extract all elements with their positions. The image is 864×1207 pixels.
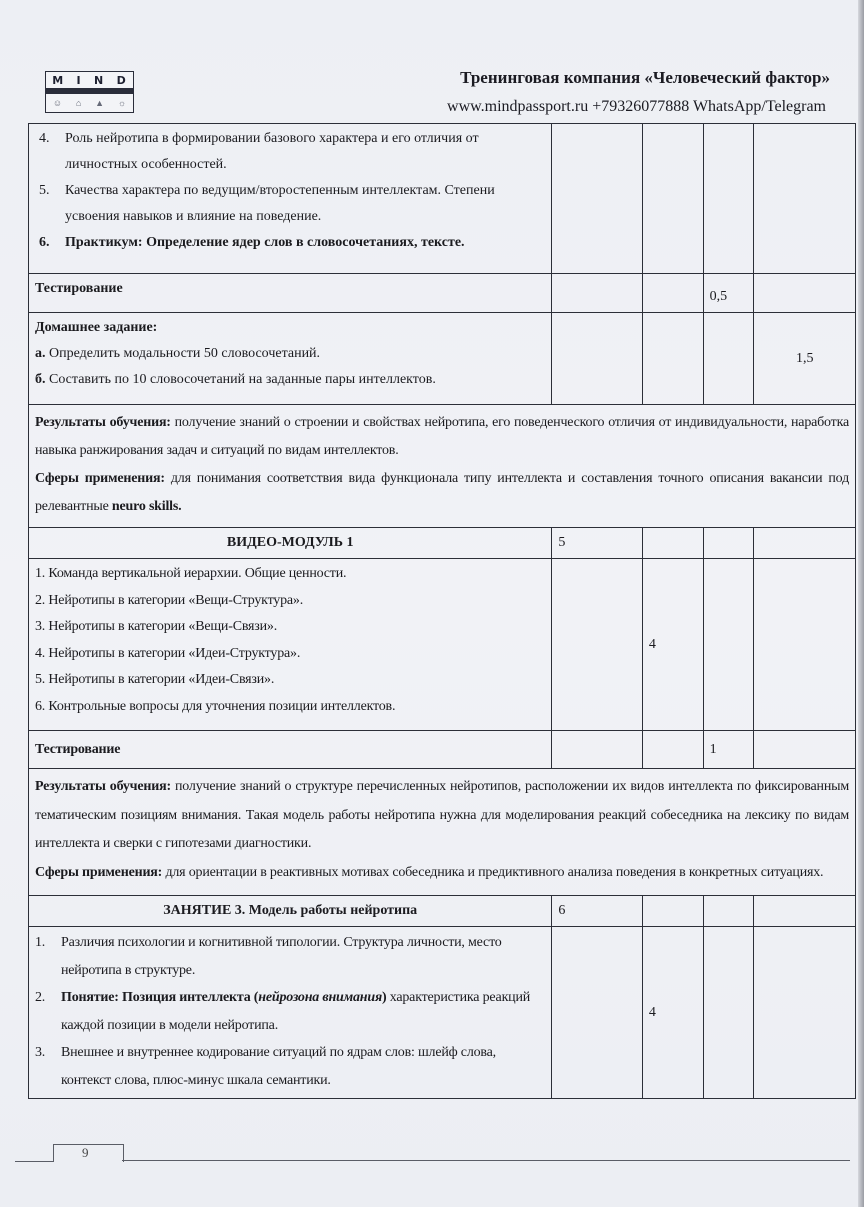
list-item: 6. Контрольные вопросы для уточнения позиции интеллектов. <box>35 698 396 714</box>
cell-empty <box>642 274 703 313</box>
results-label: Результаты обучения: <box>35 415 171 430</box>
lesson3-topics-cell <box>29 927 552 1099</box>
cell-empty <box>642 313 703 405</box>
cell-empty <box>754 896 856 927</box>
concept-close: ) <box>381 990 387 1005</box>
table-row <box>29 769 856 896</box>
application-text: для понимания соответствия вида функционала типу интеллекта и составления точного описания вакансии под релевантные <box>35 471 849 514</box>
item-number: 3. <box>35 1045 46 1060</box>
cell-empty <box>552 274 643 313</box>
cell-empty <box>754 927 856 1099</box>
cell-empty <box>552 731 643 769</box>
page-number: 9 <box>82 1145 89 1160</box>
video-testing-value: 1 <box>703 731 754 769</box>
cell-empty <box>703 896 754 927</box>
cell-empty <box>754 559 856 731</box>
homework-marker: а. <box>35 346 46 361</box>
testing-label: Тестирование <box>29 274 552 313</box>
list-item: 2. Нейротипы в категории «Вещи-Структура». <box>35 592 304 608</box>
application-label: Сферы применения: <box>35 471 165 486</box>
item-text: Внешнее и внутреннее кодирование ситуаций по ядрам слов: шлейф слова, контекст слова, плюс-минус шкала семантики. <box>61 1045 496 1088</box>
topics-cell <box>29 124 552 274</box>
results-label: Результаты обучения: <box>35 779 171 794</box>
item-number: 2. <box>35 990 46 1005</box>
logo-letter: M <box>52 73 65 87</box>
video-items-value: 4 <box>642 559 703 731</box>
item-number: 4. <box>39 131 50 146</box>
item-text: Качества характера по ведущим/второстепенным интеллектам. Степени усвоения навыков и влияние на поведение. <box>65 183 495 224</box>
cell-empty <box>754 528 856 559</box>
table-row <box>29 927 856 1099</box>
logo-letters <box>46 72 133 88</box>
application-bold-tail: neuro skills. <box>111 499 182 514</box>
globe-icon: ☼ <box>117 97 127 108</box>
cell-empty <box>703 559 754 731</box>
list-item <box>35 230 545 256</box>
list-item <box>35 929 545 984</box>
list-item: 1. Команда вертикальной иерархии. Общие ценности. <box>35 566 347 581</box>
table-row <box>29 731 856 769</box>
cell-empty <box>642 124 703 274</box>
homework-item <box>35 341 545 367</box>
list-item <box>35 1039 545 1094</box>
cell-empty <box>552 313 643 405</box>
lesson3-title: ЗАНЯТИЕ 3. Модель работы нейротипа <box>29 896 552 927</box>
cell-empty <box>642 731 703 769</box>
item-number: 5. <box>39 183 50 198</box>
video-topics-cell <box>29 559 552 731</box>
lesson3-total: 6 <box>552 896 643 927</box>
homework-title: Домашнее задание: <box>35 320 158 335</box>
cell-empty <box>703 927 754 1099</box>
concept-label: Понятие: Позиция интеллекта ( <box>61 990 259 1005</box>
application-text: для ориентации в реактивных мотивах собеседника и предиктивного анализа поведения в конкретных ситуациях. <box>165 864 824 880</box>
cell-empty <box>754 124 856 274</box>
company-contacts: www.mindpassport.ru +79326077888 WhatsApp/Telegram <box>447 98 826 115</box>
video-module-title: ВИДЕО-МОДУЛЬ 1 <box>29 528 552 559</box>
lesson3-items-value: 4 <box>642 927 703 1099</box>
list-item <box>35 126 545 178</box>
item-text: Различия психологии и когнитивной типологии. Структура личности, место нейротипа в структуре. <box>61 935 502 978</box>
cell-empty <box>552 124 643 274</box>
cell-empty <box>754 274 856 313</box>
results-paragraph <box>35 773 849 859</box>
logo-letter: I <box>76 73 82 87</box>
table-row <box>29 559 856 731</box>
table-row <box>29 405 856 528</box>
table-row <box>29 274 856 313</box>
cell-empty <box>754 731 856 769</box>
cell-empty <box>552 927 643 1099</box>
results-text: получение знаний о структуре перечисленных нейротипов, расположении их видов интеллекта по фиксированным тематическим позициям внимания. Такая модель работы нейротипа нужна для моделирования реакций собеседника на лексику по видам интеллекта и сверки с гипотезами диагностики. <box>35 779 849 851</box>
homework-item <box>35 367 545 393</box>
cell-empty <box>642 528 703 559</box>
cell-empty <box>703 124 754 274</box>
concept-italic: нейрозона внимания <box>258 990 382 1005</box>
logo-letter: D <box>116 73 127 87</box>
list-item: 5. Нейротипы в категории «Идеи-Связи». <box>35 672 275 687</box>
item-text <box>61 984 545 1039</box>
list-item: 4. Нейротипы в категории «Идеи-Структура». <box>35 645 301 661</box>
page-edge-shadow <box>858 0 864 1207</box>
cell-empty <box>552 559 643 731</box>
application-paragraph <box>35 859 849 888</box>
table-row <box>29 528 856 559</box>
item-number: 6. <box>39 235 50 250</box>
homework-marker: б. <box>35 372 46 387</box>
footer-line <box>122 1160 850 1161</box>
curriculum-table <box>28 123 856 1099</box>
concept-text: характеристика реакций каждой позиции в модели нейротипа. <box>61 990 531 1033</box>
results-text: получение знаний о строении и свойствах нейротипа, его поведенческого отличия от индивидуальности, наработка навыка ранжирования задач и ситуаций по видам интеллектов. <box>35 415 849 458</box>
pyramid-icon: ▲ <box>95 97 105 108</box>
homework-value: 1,5 <box>754 313 856 405</box>
footer-line <box>15 1161 53 1162</box>
homework-text: Определить модальности 50 словосочетаний. <box>49 346 321 361</box>
page-number-tab <box>53 1144 124 1162</box>
cell-empty <box>642 896 703 927</box>
building-icon: ⌂ <box>75 97 82 108</box>
homework-text: Составить по 10 словосочетаний на заданные пары интеллектов. <box>49 372 436 387</box>
testing-value: 0,5 <box>703 274 754 313</box>
list-item <box>35 984 545 1039</box>
company-name: Тренинговая компания «Человеческий фактор» <box>460 68 830 87</box>
person-icon: ☺ <box>52 97 63 108</box>
video-testing-label: Тестирование <box>29 731 552 769</box>
item-text: Роль нейротипа в формировании базового характера и его отличия от личностных особенностей. <box>65 131 479 172</box>
application-paragraph <box>35 465 849 521</box>
results-cell <box>29 405 856 528</box>
list-item <box>35 178 545 230</box>
cell-empty <box>703 528 754 559</box>
item-number: 1. <box>35 935 46 950</box>
cell-empty <box>703 313 754 405</box>
homework-cell <box>29 313 552 405</box>
table-row <box>29 313 856 405</box>
application-label: Сферы применения: <box>35 864 163 880</box>
results-paragraph <box>35 409 849 465</box>
table-row <box>29 896 856 927</box>
video-results-cell <box>29 769 856 896</box>
table-row <box>29 124 856 274</box>
mind-logo <box>45 71 134 113</box>
list-item: 3. Нейротипы в категории «Вещи-Связи». <box>35 619 278 634</box>
item-text: Практикум: Определение ядер слов в словосочетаниях, тексте. <box>65 235 465 250</box>
video-module-total: 5 <box>552 528 643 559</box>
logo-icons <box>46 94 133 111</box>
logo-letter: N <box>94 73 105 87</box>
